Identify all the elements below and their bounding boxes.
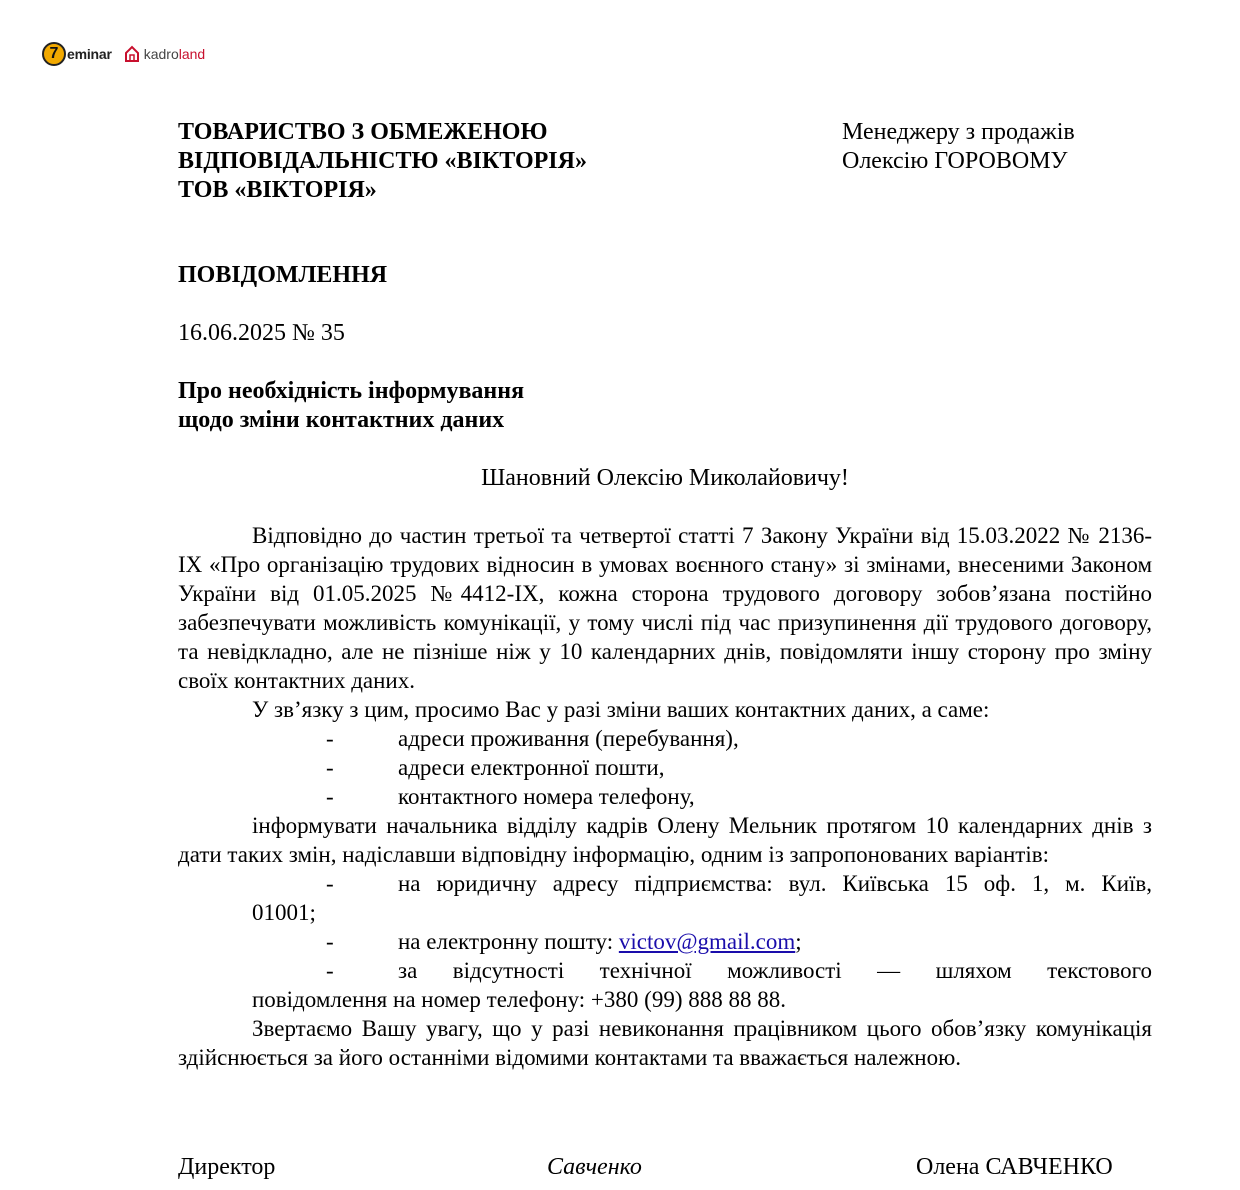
paragraph-request: У зв’язку з цим, просимо Вас у разі зміни ваших контактних даних, а саме: bbox=[252, 697, 990, 722]
list-item-text: адреси проживання (перебування), bbox=[398, 726, 739, 751]
email-prefix: на електронну пошту: bbox=[398, 929, 619, 954]
list-item bbox=[178, 869, 1152, 898]
list-item bbox=[178, 782, 1152, 811]
list-item bbox=[178, 956, 1152, 985]
list-dash: - bbox=[326, 929, 334, 954]
kadroland-logo-text bbox=[144, 46, 206, 62]
recipient bbox=[842, 118, 1075, 176]
sender-company bbox=[178, 118, 587, 205]
sender-line: ТОВ «ВІКТОРІЯ» bbox=[178, 177, 377, 203]
letter-body bbox=[178, 521, 1152, 1072]
date-and-number: 16.06.2025 № 35 bbox=[178, 320, 345, 346]
paragraph-warning: Звертаємо Вашу увагу, що у разі невиконання працівником цього обов’язку комунікація здійснюється за його останніми відомими контактами та вважається належною. bbox=[178, 1016, 1152, 1070]
kadroland-logo bbox=[124, 45, 206, 63]
subject bbox=[178, 377, 524, 435]
list-item-continuation: 01001; bbox=[252, 900, 316, 925]
recipient-name: Олексію ГОРОВОМУ bbox=[842, 148, 1068, 174]
email-link[interactable]: victov@gmail.com bbox=[618, 929, 796, 954]
list-item-text: адреси електронної пошти, bbox=[398, 755, 665, 780]
kadroland-text-part2: land bbox=[178, 46, 206, 62]
sender-line: ВІДПОВІДАЛЬНІСТЮ «ВІКТОРІЯ» bbox=[178, 148, 587, 174]
paragraph-legal-basis: Відповідно до частин третьої та четвертої статті 7 Закону України від 15.03.2022 № 2136-IX «Про організацію трудових відносин в умовах воєнного стану» зі змінами, внесеними Законом України від 01.05.2025 №4412-IX, кожна сторона трудового договору зобов’язана постійно забезпечувати можливість комунікації, у тому числі під час призупинення дії трудового договору, та невідкладно, але не пізніше ніж у 10 календарних днів, повідомляти іншу сторону про зміну своїх контактних даних. bbox=[178, 523, 1152, 693]
kadroland-text-part1: kadro bbox=[143, 46, 179, 62]
seminar-logo-text: eminar bbox=[67, 46, 112, 62]
list-dash: - bbox=[326, 755, 334, 780]
list-dash: - bbox=[326, 871, 334, 896]
seminar-logo bbox=[42, 42, 112, 66]
list-item-text: за відсутності технічної можливості — шляхом текстового bbox=[398, 958, 1152, 983]
subject-line: Про необхідність інформування bbox=[178, 378, 525, 404]
list-item bbox=[178, 753, 1152, 782]
signatory-title: Директор bbox=[178, 1154, 276, 1180]
document-type: ПОВІДОМЛЕННЯ bbox=[178, 262, 388, 288]
header-logos bbox=[42, 40, 205, 68]
greeting: Шановний Олексію Миколайовичу! bbox=[481, 465, 849, 491]
list-item bbox=[178, 724, 1152, 753]
subject-line: щодо зміни контактних даних bbox=[178, 407, 505, 433]
recipient-position: Менеджеру з продажів bbox=[842, 119, 1075, 145]
seminar-logo-badge: 7 bbox=[42, 42, 66, 66]
list-dash: - bbox=[326, 726, 334, 751]
list-item-text bbox=[398, 927, 1152, 956]
list-item-text: на юридичну адресу підприємства: вул. Київська 15 оф. 1, м. Київ, bbox=[398, 871, 1152, 896]
list-item-text: контактного номера телефону, bbox=[398, 784, 695, 809]
signatory-name: Олена САВЧЕНКО bbox=[916, 1154, 1113, 1180]
list-item bbox=[178, 927, 1152, 956]
list-item-continuation: повідомлення на номер телефону: +380 (99) 888 88 88. bbox=[252, 987, 786, 1012]
sender-line: ТОВАРИСТВО З ОБМЕЖЕНОЮ bbox=[178, 119, 548, 145]
signature: Савченко bbox=[547, 1154, 642, 1180]
kadroland-house-icon bbox=[124, 45, 140, 63]
list-dash: - bbox=[326, 958, 334, 983]
paragraph-instruction: інформувати начальника відділу кадрів Олену Мельник протягом 10 календарних днів з дати таких змін, надіславши відповідну інформацію, одним із запропонованих варіантів: bbox=[178, 813, 1152, 867]
email-suffix: ; bbox=[795, 929, 802, 954]
list-dash: - bbox=[326, 784, 334, 809]
